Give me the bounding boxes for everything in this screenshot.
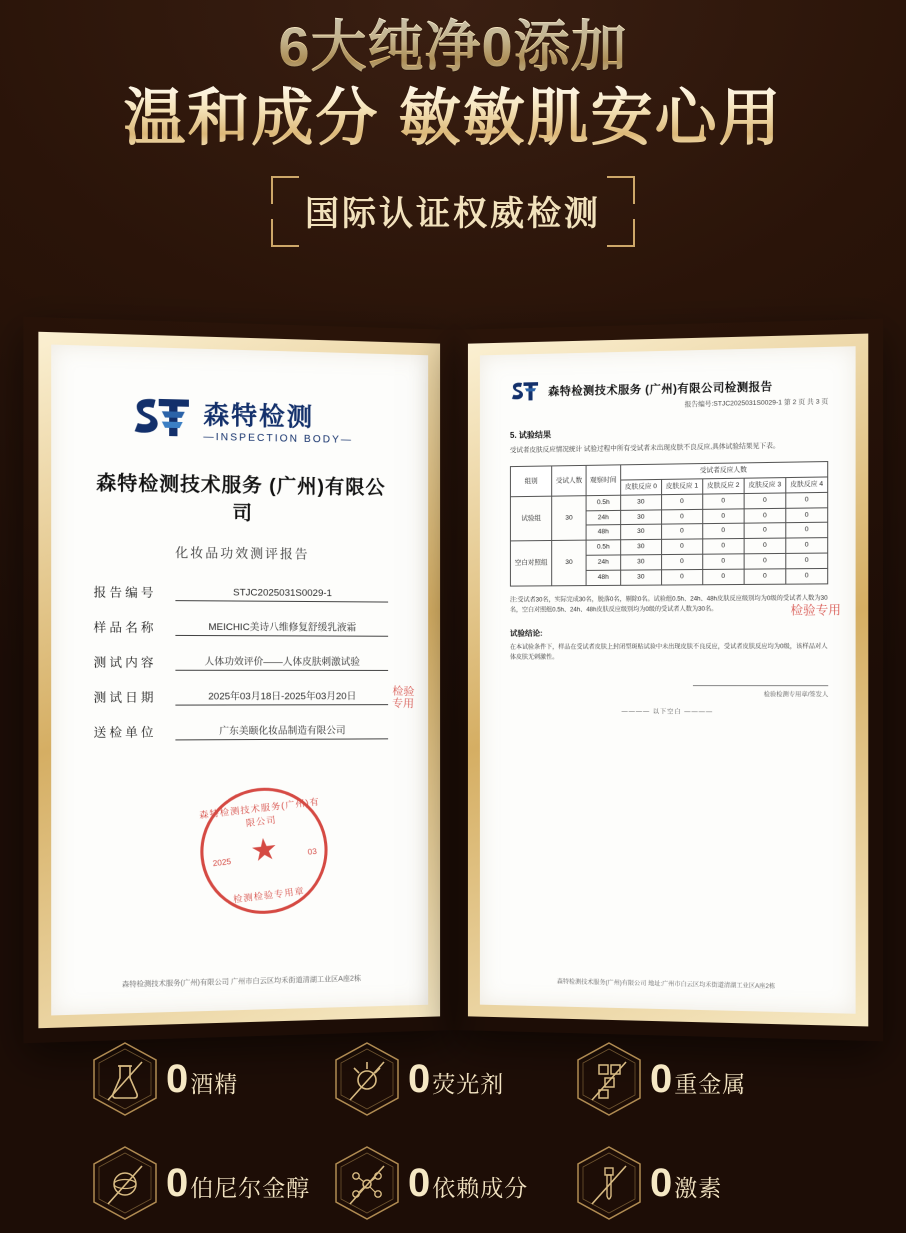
badge-label: 激素 — [674, 1175, 723, 1201]
certificate-book — [36, 330, 872, 1030]
gold-frame-outer — [23, 317, 454, 1043]
table-cell: 0 — [703, 493, 744, 509]
st-logo-icon — [510, 380, 540, 407]
certificate-right-page — [454, 319, 883, 1042]
table-cell: 48h — [586, 570, 620, 585]
results-section-title: 5. 试验结果 — [509, 429, 552, 440]
table-cell: 30 — [620, 524, 661, 539]
field-value: MEICHIC美诗八维修复舒缓乳液霜 — [175, 619, 388, 637]
table-cell: 30 — [620, 494, 661, 510]
field-row — [94, 618, 389, 637]
table-col-header: 皮肤反应 3 — [744, 478, 786, 494]
st-logo-icon — [130, 394, 193, 449]
table-cell: 0 — [744, 493, 786, 509]
table-cell: 0 — [786, 523, 828, 539]
table-col-header: 皮肤反应 1 — [661, 479, 702, 495]
results-table — [510, 461, 828, 586]
gold-frame-inner — [468, 334, 868, 1027]
table-cell: 30 — [620, 509, 661, 524]
logo-text — [203, 402, 353, 445]
gold-frame-inner — [38, 332, 440, 1028]
table-cell: 0.5h — [586, 495, 620, 510]
badge-item — [574, 1040, 816, 1118]
side-seal-left: 检验专用 — [391, 685, 415, 711]
stamp-bottom-text: 检测检验专用章 — [232, 885, 306, 905]
table-cell: 试验组 — [510, 496, 552, 541]
phenoxyethanol-icon — [90, 1144, 160, 1222]
table-cell: 0 — [786, 507, 828, 523]
certificate-paper-left — [51, 345, 428, 1016]
header — [0, 0, 906, 247]
table-cell: 0 — [703, 523, 744, 539]
corner-decoration-icon — [271, 219, 299, 247]
badge-label: 酒精 — [190, 1071, 239, 1097]
subtitle-container — [0, 176, 906, 247]
table-cell: 0 — [786, 538, 828, 554]
table-cell: 0 — [744, 569, 786, 584]
table-cell: 0 — [703, 539, 744, 555]
report-type-title: 化妆品功效测评报告 — [175, 545, 310, 562]
badge-zero: 0 — [408, 1161, 431, 1205]
table-cell: 30 — [620, 539, 661, 554]
table-cell: 24h — [586, 555, 620, 570]
stamp-top-text: 森特检测技术服务(广州)有限公司 — [198, 796, 321, 829]
report-page-header — [510, 374, 828, 414]
table-cell: 30 — [620, 554, 661, 569]
official-red-stamp — [194, 781, 334, 921]
conclusion-title: 试验结论: — [509, 628, 543, 638]
badge-text — [166, 1059, 238, 1099]
badge-text — [408, 1163, 528, 1203]
table-cell: 0 — [786, 553, 828, 569]
corner-decoration-icon — [607, 176, 635, 204]
conclusion-text: 在本试验条件下，样品在受试者皮肤上封闭型斑贴试验中未出现皮肤不良反应，受试者皮肤反应均为0级，该样品对人体皮肤无刺激性。 — [509, 643, 828, 661]
table-col-header: 观察时间 — [586, 465, 620, 495]
flask-no-alcohol-icon — [90, 1040, 160, 1118]
field-label: 报告编号 — [93, 585, 157, 600]
field-row — [94, 722, 389, 741]
badge-label: 伯尼尔金醇 — [190, 1175, 311, 1201]
signature-line: 检验检测专用章/签发人 — [693, 685, 828, 698]
table-col-header: 皮肤反应 2 — [703, 478, 744, 494]
table-cell: 0 — [744, 508, 786, 524]
table-col-header: 组别 — [510, 466, 552, 496]
certificate-left-page — [23, 317, 454, 1043]
report-header-title: 森特检测技术服务 (广州)有限公司检测报告 — [548, 381, 773, 399]
badge-label: 依赖成分 — [432, 1175, 529, 1201]
field-row — [94, 653, 389, 671]
table-cell: 0 — [661, 524, 702, 540]
subtitle-text: 国际认证权威检测 — [305, 195, 601, 234]
field-label: 样品名称 — [93, 620, 157, 635]
field-value: 人体功效评价——人体皮肤刺激试验 — [175, 653, 388, 671]
table-cell: 0 — [703, 554, 744, 569]
stamp-star-icon: ★ — [248, 832, 280, 869]
side-seal-right: 检验专用 — [790, 602, 841, 618]
free-from-badge-grid — [0, 1040, 906, 1222]
table-cell: 30 — [620, 570, 661, 585]
field-row — [94, 688, 389, 706]
results-note: 注:受试者30名，实际完成30名，脱落0名，剔除0名。试验组0.5h、24h、48h皮肤反应级别均为0级的受试者人数为30名，空白对照组0.5h、24h、48h皮肤反应级别均为0级的受试者人数为30名。 — [509, 595, 828, 614]
certificate-right-footer: 森特检测技术服务(广州)有限公司 地址:广州市白云区均禾街道清湖工业区A座2栋 — [556, 979, 776, 991]
heavy-metal-icon — [574, 1040, 644, 1118]
field-value: STJC2025031S0029-1 — [175, 587, 388, 603]
badge-text — [650, 1163, 722, 1203]
badge-label: 重金属 — [674, 1071, 747, 1097]
badge-item — [332, 1040, 574, 1118]
table-cell: 0 — [661, 539, 702, 554]
table-col-header: 受试人数 — [552, 466, 586, 496]
badge-zero: 0 — [650, 1057, 673, 1101]
badge-zero: 0 — [166, 1161, 189, 1205]
inspection-body-logo — [87, 393, 394, 453]
table-cell: 30 — [552, 540, 586, 585]
badge-item — [332, 1144, 574, 1222]
fluorescent-agent-icon — [332, 1040, 402, 1118]
logo-name-en: —INSPECTION BODY— — [203, 431, 353, 446]
table-group-header: 受试者反应人数 — [620, 462, 827, 480]
field-value: 广东美颐化妆品制造有限公司 — [175, 722, 388, 740]
results-section-subtext: 受试者皮肤反应情况统计 试验过程中所有受试者未出现皮肤不良反应,具体试验结果见下表。 — [509, 442, 780, 454]
gold-frame-outer — [454, 319, 883, 1042]
table-cell: 0 — [661, 494, 702, 510]
badge-zero: 0 — [408, 1057, 431, 1101]
logo-name-cn: 森特检测 — [203, 401, 315, 433]
headline-primary: 6大纯净0添加 — [0, 16, 906, 79]
table-cell: 0 — [744, 553, 786, 569]
table-cell: 24h — [586, 510, 620, 525]
table-cell: 48h — [586, 525, 620, 540]
table-cell: 0 — [786, 568, 828, 584]
headline-secondary: 温和成分 敏敏肌安心用 — [0, 83, 906, 154]
badge-zero: 0 — [650, 1161, 673, 1205]
badge-item — [574, 1144, 816, 1222]
field-label: 测试内容 — [93, 655, 157, 670]
badge-text — [166, 1163, 310, 1203]
badge-item — [90, 1040, 332, 1118]
table-cell: 0 — [786, 492, 828, 508]
table-cell: 0.5h — [586, 540, 620, 555]
badge-text — [408, 1059, 504, 1099]
certificate-left-footer: 森特检测技术服务(广州)有限公司 广州市白云区均禾街道清湖工业区A座2栋 — [121, 974, 362, 989]
table-col-header: 皮肤反应 4 — [786, 477, 828, 493]
report-fields — [87, 583, 394, 741]
table-cell: 0 — [703, 569, 744, 584]
table-cell: 30 — [552, 495, 586, 540]
organization-name: 森特检测技术服务 (广州)有限公司 — [96, 472, 386, 525]
table-col-header: 皮肤反应 0 — [620, 479, 661, 495]
badge-zero: 0 — [166, 1057, 189, 1101]
badge-label: 荧光剂 — [432, 1071, 505, 1097]
hormone-dropper-icon — [574, 1144, 644, 1222]
table-cell: 空白对照组 — [510, 541, 552, 586]
field-label: 送检单位 — [93, 725, 157, 740]
badge-text — [650, 1059, 746, 1099]
subtitle-badge — [271, 176, 635, 247]
stamp-date-right: 03 — [307, 847, 318, 858]
field-label: 测试日期 — [93, 690, 157, 705]
report-header-meta: 报告编号:STJC2025031S0029-1 第 2 页 共 3 页 — [684, 398, 829, 409]
table-cell: 0 — [744, 538, 786, 554]
field-row — [94, 583, 389, 603]
dependency-ingredient-icon — [332, 1144, 402, 1222]
badge-item — [90, 1144, 332, 1222]
table-cell: 0 — [661, 554, 702, 569]
stamp-date-left: 2025 — [212, 857, 232, 869]
table-cell: 0 — [744, 523, 786, 539]
table-cell: 0 — [661, 509, 702, 525]
certificate-paper-right — [480, 346, 856, 1014]
table-cell: 0 — [703, 508, 744, 524]
field-value: 2025年03月18日-2025年03月20日 — [175, 688, 388, 706]
end-of-report-mark: ———— 以下空白 ———— — [621, 709, 714, 716]
table-cell: 0 — [661, 569, 702, 584]
